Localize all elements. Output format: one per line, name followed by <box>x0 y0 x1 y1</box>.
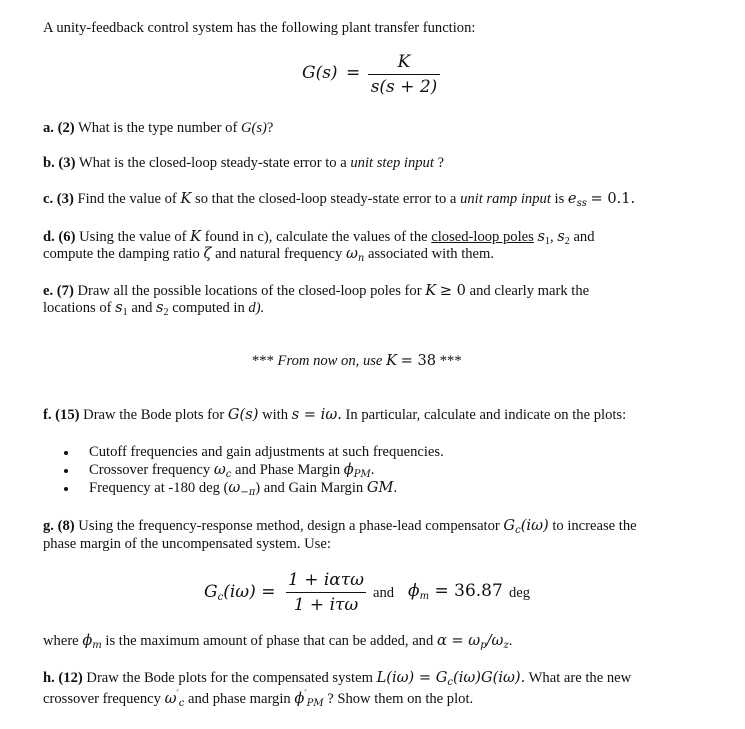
question-e-line2: locations of $s_1$ and $s_2$ computed in d). <box>43 299 265 318</box>
compensator-denominator: 1 + iτω <box>293 595 359 615</box>
plant-numerator: K <box>397 52 411 72</box>
where-line: where $\phi_m$ is the maximum amount of phase that can be added, and $\alpha = \omega_p/\omega_z$. <box>43 632 513 651</box>
deg-unit: deg <box>509 585 531 601</box>
bullet-dot <box>64 451 68 455</box>
intro-text: A unity-feedback control system has the following plant transfer function: <box>43 20 476 36</box>
question-h-line1: h. (12) Draw the Bode plots for the compensated system $L(i\omega) = G_c(i\omega)G(i\omega)$. What are the new <box>43 669 632 688</box>
question-d-line1: d. (6) Using the value of K found in c), calculate the values of the closed-loop poles $s_1$, $s_2$ and <box>43 228 595 247</box>
phi-m-value: $\phi_m = 36.87$ <box>408 581 503 602</box>
question-a: a. (2) What is the type number of G(s)? <box>43 120 274 136</box>
question-c: c. (3) Find the value of K so that the closed-loop steady-state error to a unit ramp input is $e_{ss} = 0.1$. <box>43 190 636 209</box>
question-d-line2: compute the damping ratio ζ and natural frequency $\omega_n$ associated with them. <box>43 245 495 264</box>
plant-eq: = <box>346 63 361 83</box>
bullet-item: Frequency at -180 deg $(\omega_{-\pi})$ and Gain Margin GM. <box>89 479 398 498</box>
compensator-and: and <box>373 585 395 601</box>
compensator-fraction <box>286 570 366 615</box>
bullet-item: Cutoff frequencies and gain adjustments at such frequencies. <box>89 444 444 460</box>
plant-lhs: G(s) <box>302 63 338 83</box>
bullet-dot <box>64 469 68 473</box>
question-b: b. (3) What is the closed-loop steady-state error to a unit step input ? <box>43 155 445 171</box>
compensator-lhs: $G_c(i\omega)$ = <box>204 582 276 603</box>
plant-fraction <box>368 52 440 97</box>
question-g-line1: g. (8) Using the frequency-response method, design a phase-lead compensator $G_c(i\omega)$ to increase the <box>43 517 637 536</box>
bullet-dot <box>64 487 68 491</box>
question-g-line2: phase margin of the uncompensated system. Use: <box>43 536 331 552</box>
compensator-numerator: 1 + iατω <box>287 570 365 590</box>
plant-denominator: s(s + 2) <box>370 77 438 97</box>
question-e-line1: e. (7) Draw all the possible locations of the closed-loop poles for K ≥ 0 and clearly mark the <box>43 282 590 299</box>
note-use-K: *** From now on, use K = 38 *** <box>252 352 462 369</box>
bullet-item: Crossover frequency $\omega_c$ and Phase Margin $\phi_{PM}$. <box>89 461 375 480</box>
question-h-line2: crossover frequency $\omega'_c$ and phase margin $\phi'_{PM}$ ? Show them on the plot. <box>43 689 474 709</box>
question-f: f. (15) Draw the Bode plots for G(s) with s = iω. In particular, calculate and indicate on the plots: <box>43 406 627 423</box>
